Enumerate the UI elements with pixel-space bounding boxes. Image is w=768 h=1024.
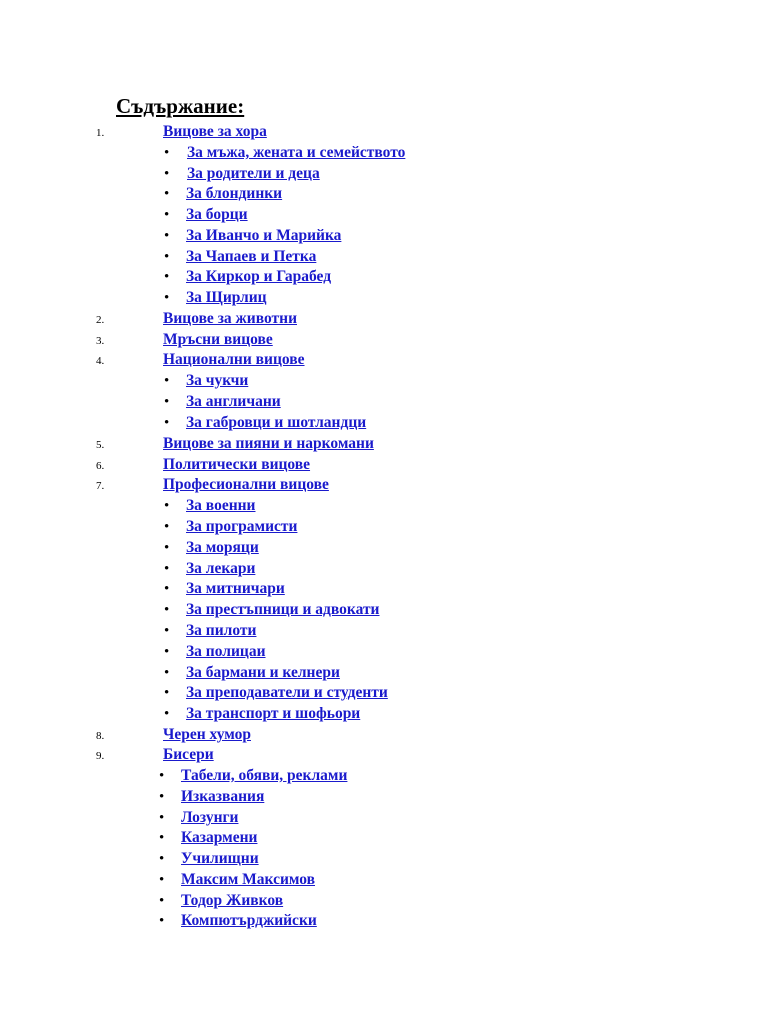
bullet-icon: •: [164, 186, 170, 202]
toc-title: Съдържание:: [116, 94, 245, 118]
toc-subitem: [0, 559, 700, 580]
toc-link[interactable]: Табели, обяви, реклами: [181, 767, 348, 784]
bullet-icon: •: [159, 768, 165, 784]
item-number: 5.: [96, 439, 105, 451]
bullet-icon: •: [164, 394, 170, 410]
toc-link[interactable]: За престъпници и адвокати: [186, 601, 380, 618]
toc-subitem: [0, 600, 700, 621]
toc-link[interactable]: Изказвания: [181, 788, 265, 805]
toc-subitem: [0, 808, 700, 829]
toc-item: [0, 475, 700, 496]
bullet-icon: •: [164, 415, 170, 431]
bullet-icon: •: [164, 228, 170, 244]
item-number: 2.: [96, 314, 105, 326]
item-number: 9.: [96, 750, 105, 762]
toc-link[interactable]: За борци: [186, 206, 248, 223]
toc-link[interactable]: За моряци: [186, 539, 259, 556]
toc-subitem: [0, 787, 700, 808]
bullet-icon: •: [164, 540, 170, 556]
toc-subitem: [0, 184, 700, 205]
toc-item: [0, 350, 700, 371]
toc-link[interactable]: За мъжа, жената и семейството: [187, 144, 406, 161]
bullet-icon: •: [159, 913, 165, 929]
toc-subitem: [0, 496, 700, 517]
toc-subitem: [0, 828, 700, 849]
toc-link[interactable]: Вицове за животни: [163, 310, 297, 327]
bullet-icon: •: [164, 665, 170, 681]
toc-link[interactable]: Черен хумор: [163, 726, 251, 743]
bullet-icon: •: [164, 623, 170, 639]
toc-subitem: [0, 683, 700, 704]
toc-subitem: [0, 911, 700, 932]
toc-link[interactable]: За военни: [186, 497, 256, 514]
toc-link[interactable]: За бармани и келнери: [186, 664, 340, 681]
toc-link[interactable]: За транспорт и шофьори: [186, 705, 361, 722]
toc-subitem: [0, 849, 700, 870]
toc-link[interactable]: Училищни: [181, 850, 259, 867]
toc-link[interactable]: Казармени: [181, 829, 258, 846]
toc-link[interactable]: За чукчи: [186, 372, 249, 389]
toc-subitem: [0, 288, 700, 309]
bullet-icon: •: [164, 602, 170, 618]
bullet-icon: •: [159, 789, 165, 805]
item-number: 3.: [96, 335, 105, 347]
toc-subitem: [0, 517, 700, 538]
toc-link[interactable]: За полицаи: [186, 643, 266, 660]
item-number: 1.: [96, 127, 105, 139]
item-number: 8.: [96, 730, 105, 742]
toc-link[interactable]: Мръсни вицове: [163, 331, 273, 348]
bullet-icon: •: [164, 498, 170, 514]
toc-subitem: [0, 413, 700, 434]
toc-link[interactable]: За програмисти: [186, 518, 298, 535]
bullet-icon: •: [164, 290, 170, 306]
toc-link[interactable]: Бисери: [163, 746, 214, 763]
bullet-icon: •: [164, 685, 170, 701]
bullet-icon: •: [164, 373, 170, 389]
bullet-icon: •: [164, 145, 170, 161]
item-number: 7.: [96, 480, 105, 492]
bullet-icon: •: [159, 830, 165, 846]
toc-subitem: [0, 247, 700, 268]
bullet-icon: •: [164, 581, 170, 597]
toc-link[interactable]: За Иванчо и Марийка: [186, 227, 342, 244]
toc-item: [0, 122, 700, 143]
bullet-icon: •: [164, 561, 170, 577]
toc-link[interactable]: За габровци и шотландци: [186, 414, 367, 431]
toc-link[interactable]: Тодор Живков: [181, 892, 284, 909]
toc-subitem: [0, 267, 700, 288]
bullet-icon: •: [159, 810, 165, 826]
bullet-icon: •: [164, 249, 170, 265]
toc-subitem: [0, 642, 700, 663]
toc-subitem: [0, 663, 700, 684]
bullet-icon: •: [164, 644, 170, 660]
toc-link[interactable]: За родители и деца: [187, 165, 320, 182]
item-number: 6.: [96, 460, 105, 472]
toc-subitem: [0, 164, 700, 185]
toc-subitem: [0, 766, 700, 787]
toc-link[interactable]: За Щирлиц: [186, 289, 267, 306]
toc-link[interactable]: За митничари: [186, 580, 285, 597]
bullet-icon: •: [164, 519, 170, 535]
toc-subitem: [0, 392, 700, 413]
toc-item: [0, 745, 700, 766]
toc-link[interactable]: За лекари: [186, 560, 256, 577]
toc-item: [0, 434, 700, 455]
toc-link[interactable]: За Чапаев и Петка: [186, 248, 317, 265]
toc-subitem: [0, 704, 700, 725]
toc-link[interactable]: За пилоти: [186, 622, 257, 639]
toc-item: [0, 330, 700, 351]
toc-link[interactable]: Компютърджийски: [181, 912, 317, 929]
toc-subitem: [0, 205, 700, 226]
toc-link[interactable]: Лозунги: [181, 809, 239, 826]
toc-item: [0, 309, 700, 330]
toc-link-jokes-people[interactable]: Вицове за хора: [163, 123, 267, 140]
bullet-icon: •: [164, 166, 170, 182]
toc-link[interactable]: За Киркор и Гарабед: [186, 268, 332, 285]
toc-link[interactable]: За англичани: [186, 393, 281, 410]
bullet-icon: •: [164, 706, 170, 722]
toc-subitem: [0, 226, 700, 247]
bullet-icon: •: [159, 893, 165, 909]
bullet-icon: •: [159, 851, 165, 867]
toc-link[interactable]: Национални вицове: [163, 351, 305, 368]
toc-link[interactable]: За преподаватели и студенти: [186, 684, 388, 701]
toc-subitem: [0, 371, 700, 392]
toc-item: [0, 455, 700, 476]
toc-subitem: [0, 143, 700, 164]
toc-subitem: [0, 870, 700, 891]
toc-link[interactable]: Максим Максимов: [181, 871, 315, 888]
toc-subitem: [0, 621, 700, 642]
toc-item: [0, 725, 700, 746]
toc-link[interactable]: Професионални вицове: [163, 476, 329, 493]
bullet-icon: •: [164, 207, 170, 223]
toc-subitem: [0, 538, 700, 559]
toc-subitem: [0, 891, 700, 912]
item-number: 4.: [96, 355, 105, 367]
bullet-icon: •: [164, 269, 170, 285]
toc-link[interactable]: Политически вицове: [163, 456, 311, 473]
toc-link[interactable]: За блондинки: [186, 185, 283, 202]
bullet-icon: •: [159, 872, 165, 888]
toc-subitem: [0, 579, 700, 600]
toc-link[interactable]: Вицове за пияни и наркомани: [163, 435, 374, 452]
